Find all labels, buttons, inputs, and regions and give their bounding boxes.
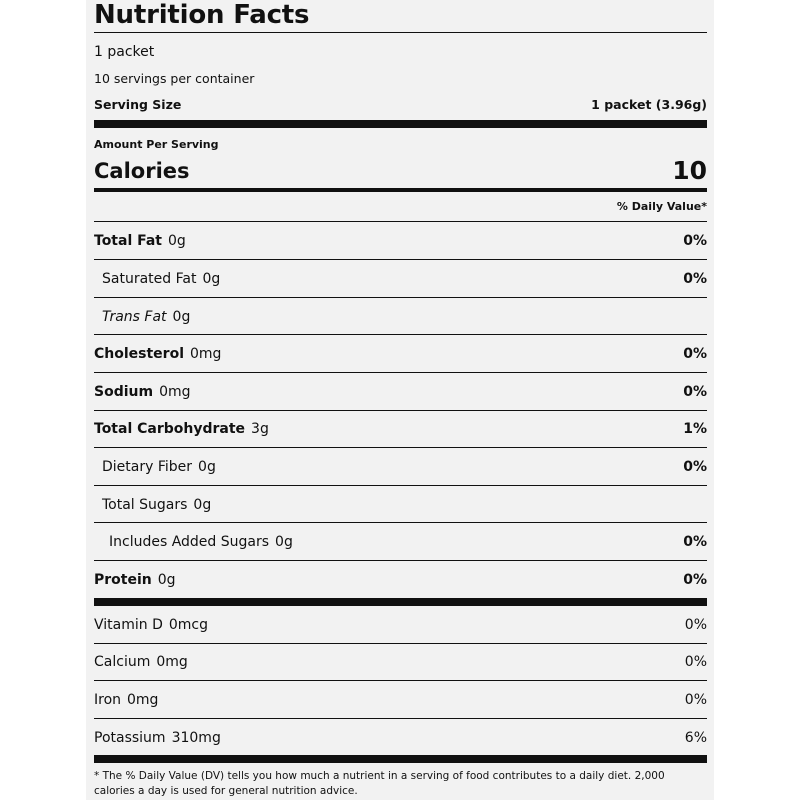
nutrient-amount: 0g bbox=[198, 459, 216, 475]
nutrient-row bbox=[94, 383, 191, 401]
nutrient-name: Protein bbox=[94, 572, 152, 588]
vitamin-dv: 0% bbox=[684, 654, 707, 670]
vitamin-dv: 0% bbox=[684, 692, 707, 708]
calories-value: 10 bbox=[672, 156, 707, 185]
vitamin-row bbox=[94, 616, 208, 634]
thick-divider bbox=[94, 755, 707, 763]
nutrient-dv: 0% bbox=[683, 384, 707, 400]
vitamin-amount: 310mg bbox=[171, 730, 221, 746]
vitamin-amount: 0mg bbox=[156, 654, 188, 670]
amount-per-serving: Amount Per Serving bbox=[94, 138, 219, 151]
daily-value-header: % Daily Value* bbox=[616, 200, 707, 213]
divider bbox=[94, 522, 707, 523]
divider bbox=[94, 297, 707, 298]
nutrient-name: Total Carbohydrate bbox=[94, 421, 246, 437]
vitamin-row bbox=[94, 691, 158, 709]
nutrient-row bbox=[94, 345, 221, 363]
divider bbox=[94, 718, 707, 719]
vitamin-row bbox=[94, 729, 221, 747]
nutrient-row bbox=[102, 308, 190, 326]
nutrient-row bbox=[102, 496, 211, 514]
nutrient-name: Total Sugars bbox=[102, 497, 188, 513]
nutrient-dv: 0% bbox=[683, 346, 707, 362]
nutrient-row bbox=[94, 571, 176, 589]
nutrient-name: Trans Fat bbox=[102, 309, 167, 325]
nutrient-dv: 0% bbox=[683, 459, 707, 475]
serving-unit: 1 packet bbox=[94, 44, 155, 60]
nutrient-row bbox=[102, 458, 216, 476]
calories-label: Calories bbox=[94, 159, 190, 183]
divider bbox=[94, 221, 707, 222]
nutrient-amount: 0mg bbox=[159, 384, 191, 400]
vitamin-name: Vitamin D bbox=[94, 617, 163, 633]
nutrient-amount: 0g bbox=[168, 233, 186, 249]
servings-per-container: 10 servings per container bbox=[94, 71, 255, 86]
nutrient-amount: 0g bbox=[193, 497, 212, 513]
nutrient-amount: 0mg bbox=[190, 346, 222, 362]
nutrient-dv: 0% bbox=[683, 534, 707, 550]
label-title: Nutrition Facts bbox=[94, 0, 310, 30]
serving-size-label: Serving Size bbox=[94, 97, 182, 112]
vitamin-name: Potassium bbox=[94, 730, 166, 746]
nutrient-amount: 0g bbox=[172, 309, 191, 325]
thick-divider bbox=[94, 120, 707, 128]
vitamin-name: Calcium bbox=[94, 654, 151, 670]
nutrient-amount: 0g bbox=[275, 534, 293, 550]
vitamin-amount: 0mg bbox=[127, 692, 159, 708]
nutrient-name: Dietary Fiber bbox=[102, 459, 193, 475]
nutrient-row bbox=[94, 232, 186, 250]
nutrient-name: Sodium bbox=[94, 384, 154, 400]
vitamin-name: Iron bbox=[94, 692, 122, 708]
divider bbox=[94, 560, 707, 561]
divider bbox=[94, 447, 707, 448]
nutrient-dv: 1% bbox=[683, 421, 707, 437]
nutrient-name: Includes Added Sugars bbox=[109, 534, 270, 550]
nutrient-name: Saturated Fat bbox=[102, 271, 197, 287]
nutrition-facts-label bbox=[94, 0, 707, 800]
nutrient-amount: 0g bbox=[202, 271, 221, 287]
nutrient-dv: 0% bbox=[683, 271, 707, 287]
vitamin-row bbox=[94, 653, 188, 671]
divider bbox=[94, 334, 707, 335]
nutrient-dv: 0% bbox=[683, 233, 707, 249]
vitamin-dv: 6% bbox=[684, 730, 707, 746]
divider bbox=[94, 643, 707, 644]
nutrient-amount: 3g bbox=[251, 421, 269, 437]
nutrient-amount: 0g bbox=[157, 572, 176, 588]
nutrient-row bbox=[109, 533, 293, 551]
thick-divider bbox=[94, 598, 707, 606]
serving-size-value: 1 packet (3.96g) bbox=[591, 97, 707, 112]
divider bbox=[94, 32, 707, 33]
divider bbox=[94, 485, 707, 486]
nutrient-name: Total Fat bbox=[94, 233, 163, 249]
nutrient-row bbox=[102, 270, 220, 288]
nutrient-row bbox=[94, 420, 269, 438]
nutrient-dv: 0% bbox=[683, 572, 707, 588]
nutrient-name: Cholesterol bbox=[94, 346, 184, 362]
divider bbox=[94, 372, 707, 373]
divider bbox=[94, 259, 707, 260]
medium-divider bbox=[94, 188, 707, 192]
vitamin-amount: 0mcg bbox=[168, 617, 208, 633]
divider bbox=[94, 680, 707, 681]
vitamin-dv: 0% bbox=[684, 617, 707, 633]
divider bbox=[94, 410, 707, 411]
daily-value-footnote: * The % Daily Value (DV) tells you how much a nutrient in a serving of food contributes to a daily diet. 2,000 calories a day is used for general nutrition advice. bbox=[94, 770, 665, 797]
